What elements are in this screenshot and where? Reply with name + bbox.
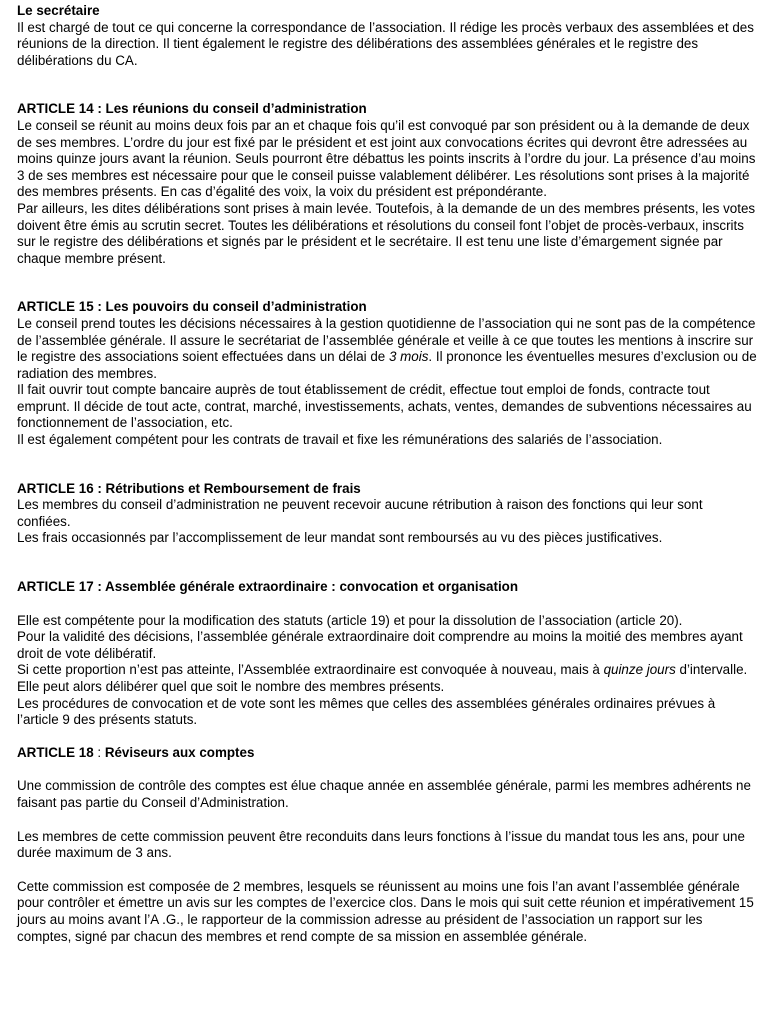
article-17-paragraph-4: Les procédures de convocation et de vote sont les mêmes que celles des assemblées générales ordinaires prévues à l’article 9 des présents statuts. bbox=[17, 695, 716, 728]
article-15-p1-text-b: . Il prononce les éventuelles mesures d’exclusion ou de radiation des membres. bbox=[17, 349, 757, 381]
article-16-paragraph-1: Les membres du conseil d’administration ne peuvent recevoir aucune rétribution à raison des fonctions qui leur sont confiées. bbox=[17, 497, 703, 529]
article-18-heading-title: Réviseurs aux comptes bbox=[104, 744, 255, 760]
article-14 bbox=[17, 101, 757, 267]
article-17-p3-text-b: d’intervalle. Elle peut alors délibérer quel que soit le nombre des membres présents. bbox=[17, 662, 748, 694]
article-16-heading: ARTICLE 16 : Rétributions et Remboursement de frais bbox=[17, 480, 361, 496]
secretaire-heading: Le secrétaire bbox=[17, 3, 100, 18]
article-15-p1-emphasis: 3 mois bbox=[388, 349, 429, 365]
article-18-heading-colon: : bbox=[93, 744, 105, 760]
article-18-paragraph-2: Les membres de cette commission peuvent être reconduits dans leurs fonctions à l’issue du mandat tous les ans, pour une durée maximum de 3 ans. bbox=[17, 828, 745, 861]
secretaire-body: Il est chargé de tout ce qui concerne la correspondance de l’association. Il rédige les procès verbaux des assemblées et des réunions de la direction. Il tient également le registre des délibérations des assemblées générales et le registre des délibérations du CA. bbox=[17, 19, 754, 68]
article-18 bbox=[17, 745, 757, 945]
article-17-p3-emphasis: quinze jours bbox=[603, 662, 676, 678]
document-page bbox=[17, 3, 757, 945]
article-14-paragraph-2: Par ailleurs, les dites délibérations sont prises à main levée. Toutefois, à la demande de un des membres présents, les votes doivent être émis au scrutin secret. Toutes les délibérations et résolutions du conseil font l’objet de procès-verbaux, inscrits sur le registre des délibérations et signés par le président et le secrétaire. Il est tenu une liste d’émargement signée par chaque membre présent. bbox=[17, 200, 756, 266]
article-16-paragraph-2: Les frais occasionnés par l’accomplissement de leur mandat sont remboursés au vu des pièces justificatives. bbox=[17, 530, 663, 546]
article-17-paragraph-1: Elle est compétente pour la modification des statuts (article 19) et pour la dissolution de l’association (article 20). bbox=[17, 612, 683, 628]
article-17-p3-text-a: Si cette proportion n’est pas atteinte, l’Assemblée extraordinaire est convoquée à nouveau, mais à bbox=[17, 662, 604, 678]
article-17-heading: ARTICLE 17 : Assemblée générale extraordinaire : convocation et organisation bbox=[17, 579, 519, 595]
article-17-paragraph-3 bbox=[17, 662, 757, 695]
article-17-paragraph-2: Pour la validité des décisions, l’assemblée générale extraordinaire doit comprendre au moins la moitié des membres ayant droit de vote délibératif. bbox=[17, 629, 743, 661]
section-secretaire bbox=[17, 3, 757, 69]
article-15 bbox=[17, 299, 757, 448]
article-18-paragraph-1: Une commission de contrôle des comptes est élue chaque année en assemblée générale, parmi les membres adhérents ne faisant pas partie du Conseil d’Administration. bbox=[17, 778, 751, 810]
article-15-paragraph-1 bbox=[17, 316, 757, 382]
article-15-p1-text-a: Le conseil prend toutes les décisions nécessaires à la gestion quotidienne de l’association qui ne sont pas de la compétence de l’assemblée générale. Il assure le secrétariat de l’assemblée générale et veille à ce que toutes les mentions à inscrire sur le registre des associations soient effectuées dans un délai de bbox=[17, 315, 756, 365]
article-15-heading: ARTICLE 15 : Les pouvoirs du conseil d’administration bbox=[17, 299, 367, 315]
article-14-heading: ARTICLE 14 : Les réunions du conseil d’administration bbox=[17, 101, 367, 117]
article-15-paragraph-3: Il est également compétent pour les contrats de travail et fixe les rémunérations des salariés de l’association. bbox=[17, 432, 663, 448]
article-18-paragraph-3: Cette commission est composée de 2 membres, lesquels se réunissent au moins une fois l’an avant l’assemblée générale pour contrôler et émettre un avis sur les comptes de l’exercice clos. Dans le mois qui suit cette réunion et impérativement 15 jours au moins avant l’A .G., le rapporteur de la commission adresse au président de l’association un rapport sur les comptes, signé par chacun des membres et rend compte de sa mission en assemblée générale. bbox=[17, 878, 754, 944]
article-14-paragraph-1: Le conseil se réunit au moins deux fois par an et chaque fois qu’il est convoqué par son président ou à la demande de deux de ses membres. L’ordre du jour est fixé par le président et est joint aux convocations écrites qui devront être adressées au moins quinze jours avant la réunion. Seuls pourront être débattus les points inscrits à l’ordre du jour. La présence d’au moins 3 de ses membres est nécessaire pour que le conseil puisse valablement délibérer. Les résolutions sont prises à la majorité des membres présents. En cas d’égalité des voix, la voix du président est prépondérante. bbox=[17, 117, 756, 200]
article-18-heading bbox=[17, 745, 757, 762]
article-18-heading-number: ARTICLE 18 bbox=[17, 744, 94, 760]
article-15-paragraph-2: Il fait ouvrir tout compte bancaire auprès de tout établissement de crédit, effectue tout emploi de fonds, contracte tout emprunt. Il décide de tout acte, contrat, marché, investissements, achats, ventes, demandes de subventions nécessaires au fonctionnement de l’association, etc. bbox=[17, 382, 752, 431]
article-17 bbox=[17, 579, 757, 729]
article-16 bbox=[17, 481, 757, 547]
